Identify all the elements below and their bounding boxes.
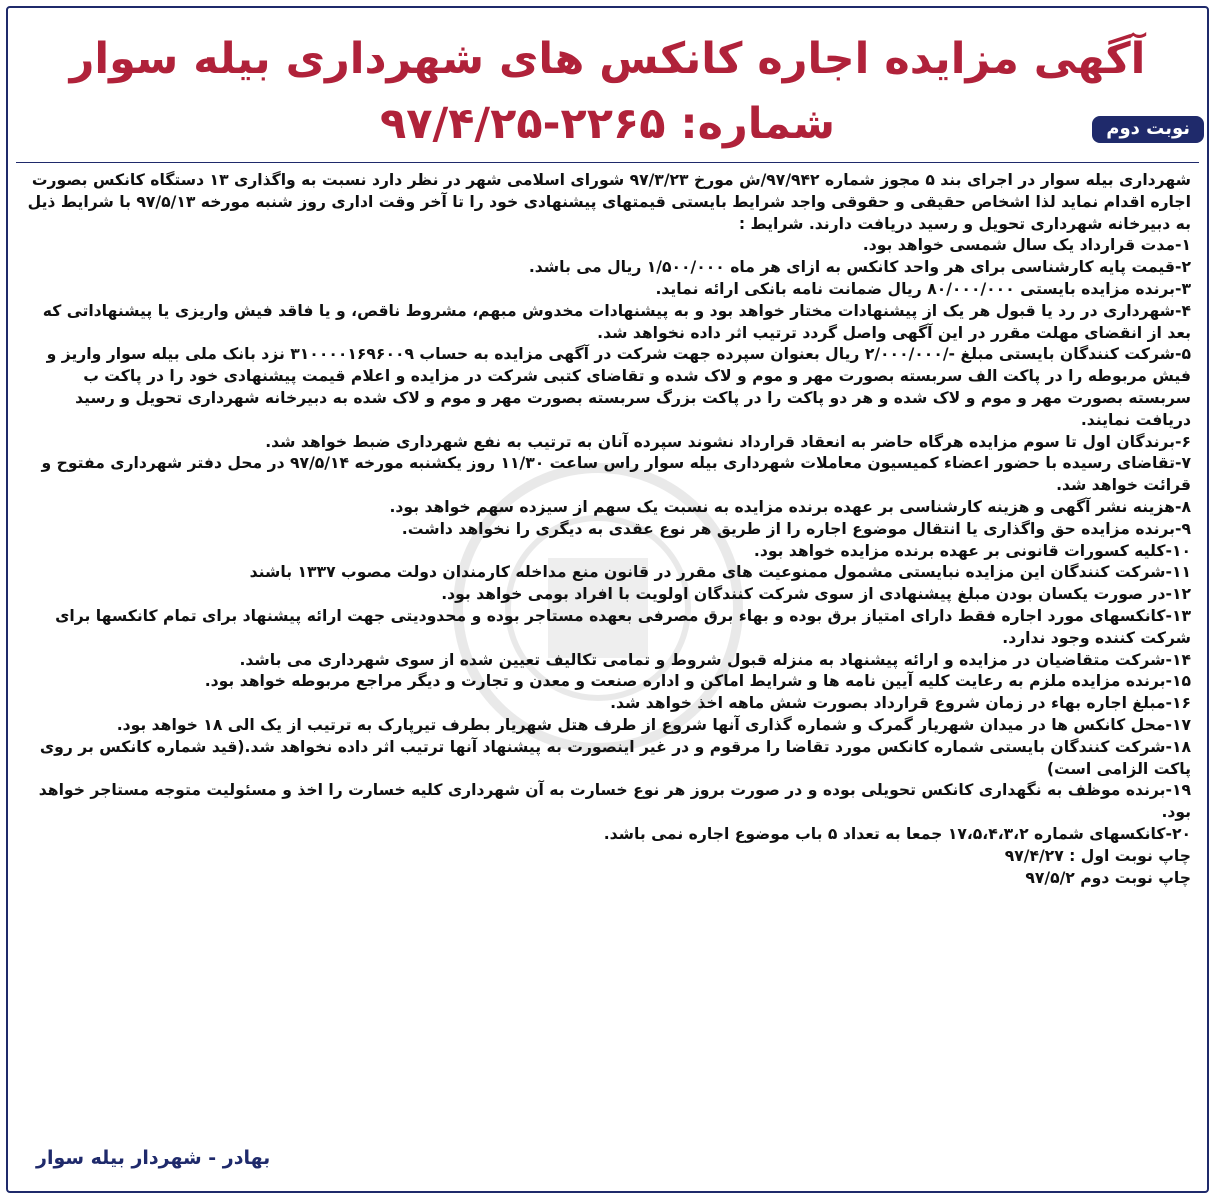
condition-item: ۱۱-شرکت کنندگان این مزایده نبایستی مشمول ممنوعیت های مقرر در قانون منع مداخله کارمندان دولت مصوب ۱۳۳۷ باشند: [249, 563, 1191, 582]
condition-item: ۱۵-برنده مزایده ملزم به رعایت کلیه آیین نامه ها و شرایط اماکن و اداره صنعت و معدن و تجارت و دیگر مراجع مربوطه خواهد بود.: [204, 672, 1191, 691]
print-second-date: چاپ نوبت دوم ۹۷/۵/۲: [1025, 868, 1191, 887]
condition-item: ۲-قیمت پایه کارشناسی برای هر واحد کانکس به ازای هر ماه ۱/۵۰۰/۰۰۰ ریال می باشد.: [528, 258, 1191, 277]
round-badge: نوبت دوم: [1092, 116, 1204, 143]
condition-item: ۱۰-کلیه کسورات قانونی بر عهده برنده مزایده خواهد بود.: [753, 541, 1191, 560]
condition-item: ۳-برنده مزایده بایستی ۸۰/۰۰۰/۰۰۰ ریال ضمانت نامه بانکی ارائه نماید.: [655, 279, 1191, 298]
header-divider: [16, 162, 1199, 163]
condition-item: ۱۴-شرکت متقاضیان در مزایده و ارائه پیشنهاد به منزله قبول شروط و تمامی تکالیف تعیین شده از سوی شهرداری می باشد.: [239, 650, 1191, 669]
condition-item: ۱۹-برنده موظف به نگهداری کانکس تحویلی بوده و در صورت بروز هر نوع خسارت به آن شهرداری کلیه خسارت را اخذ و مسئولیت متوجه مستاجر خواهد بود.: [38, 781, 1191, 822]
notice-frame: [6, 6, 1209, 1193]
notice-body: [24, 170, 1191, 889]
condition-item: ۷-تقاضای رسیده با حضور اعضاء کمیسیون معاملات شهرداری بیله سوار راس ساعت ۱۱/۳۰ روز یکشنبه مورخه ۹۷/۵/۱۴ در محل دفتر شهرداری مفتوح و قرائت خواهد شد.: [41, 454, 1191, 495]
condition-item: ۸-هزینه نشر آگهی و هزینه کارشناسی بر عهده برنده مزایده به نسبت یک سهم از سیزده سهم خواهد بود.: [389, 497, 1191, 516]
condition-item: ۱-مدت قرارداد یک سال شمسی خواهد بود.: [862, 236, 1191, 255]
condition-item: ۱۶-مبلغ اجاره بهاء در زمان شروع قرارداد بصورت شش ماهه اخذ خواهد شد.: [610, 694, 1191, 713]
condition-item: ۱۳-کانکسهای مورد اجاره فقط دارای امتیاز برق بوده و بهاء برق مصرفی بعهده مستاجر بوده و محدودیتی جهت ارائه پیشنهاد برای تمام کانکسها برای شرکت کننده وجود ندارد.: [55, 606, 1191, 647]
condition-item: ۲۰-کانکسهای شماره ۱۷،۵،۴،۳،۲ جمعا به تعداد ۵ باب موضوع اجاره نمی باشد.: [603, 824, 1191, 843]
condition-item: ۴-شهرداری در رد یا قبول هر یک از پیشنهادات مختار خواهد بود و به پیشنهادات مخدوش مبهم، مشروط ناقص، و یا فاقد فیش واریزی یا پیشنهاداتی که بعد از انقضای مهلت مقرر در این آگهی واصل گردد ترتیب اثر داده نخواهد شد.: [42, 301, 1191, 342]
print-first-date: چاپ نوبت اول : ۹۷/۴/۲۷: [1004, 846, 1191, 865]
intro-paragraph: شهرداری بیله سوار در اجرای بند ۵ مجوز شماره ۹۷/۹۴۲/ش مورخ ۹۷/۳/۲۳ شورای اسلامی شهر در نظر دارد نسبت به واگذاری ۱۳ دستگاه کانکس بصورت اجاره اقدام نماید لذا اشخاص حقیقی و حقوقی واجد شرایط بایستی قیمتهای پیشنهادی خود را تا آخر وقت اداری روز شنبه مورخه ۹۷/۵/۱۳ با شرایط ذیل به دبیرخانه شهرداری تحویل و رسید دریافت دارند. شرایط :: [27, 171, 1191, 233]
condition-item: ۱۸-شرکت کنندگان بایستی شماره کانکس مورد تقاضا را مرقوم و در غیر اینصورت به پیشنهاد آنها ترتیب اثر داده نخواهد شد.(قید شماره کانکس بر روی پاکت الزامی است): [39, 737, 1191, 778]
notice-title: آگهی مزایده اجاره کانکس های شهرداری بیله سوار: [69, 34, 1146, 84]
signature: بهادر - شهردار بیله سوار: [36, 1147, 271, 1169]
condition-item: ۹-برنده مزایده حق واگذاری یا انتقال موضوع اجاره را از طریق هر نوع عقدی به دیگری را نخواهد داشت.: [401, 519, 1191, 538]
condition-item: ۱۷-محل کانکس ها در میدان شهریار گمرک و شماره گذاری آنها شروع از طرف هتل شهریار بطرف تیرپارک به ترتیب از یک الی ۱۸ خواهد بود.: [116, 715, 1191, 734]
condition-item: ۶-برندگان اول تا سوم مزایده هرگاه حاضر به انعقاد قرارداد نشوند سپرده آنان به ترتیب به نفع شهرداری ضبط خواهد شد.: [265, 432, 1191, 451]
notice-number: شماره: ۲۲۶۵-۹۷/۴/۲۵: [379, 99, 836, 149]
condition-item: ۵-شرکت کنندگان بایستی مبلغ -/۲/۰۰۰/۰۰۰ ریال بعنوان سپرده جهت شرکت در آگهی مزایده به حساب ۳۱۰۰۰۰۱۶۹۶۰۰۹ نزد بانک ملی بیله سوار واریز و فیش مربوطه را در پاکت الف سربسته بصورت مهر و موم و لاک شده و تقاضای کتبی شرکت در مزایده و اعلام قیمت پیشنهادی خود را در پاکت ب سربسته بصورت مهر و موم و لاک شده و هر دو پاکت را در پاکت بزرگ سربسته بصورت مهر و موم و لاک شده به دبیرخانه شهرداری تحویل و رسید دریافت نمایند.: [46, 345, 1191, 429]
condition-item: ۱۲-در صورت یکسان بودن مبلغ پیشنهادی از سوی شرکت کنندگان اولویت با افراد بومی خواهد بود.: [441, 585, 1191, 604]
